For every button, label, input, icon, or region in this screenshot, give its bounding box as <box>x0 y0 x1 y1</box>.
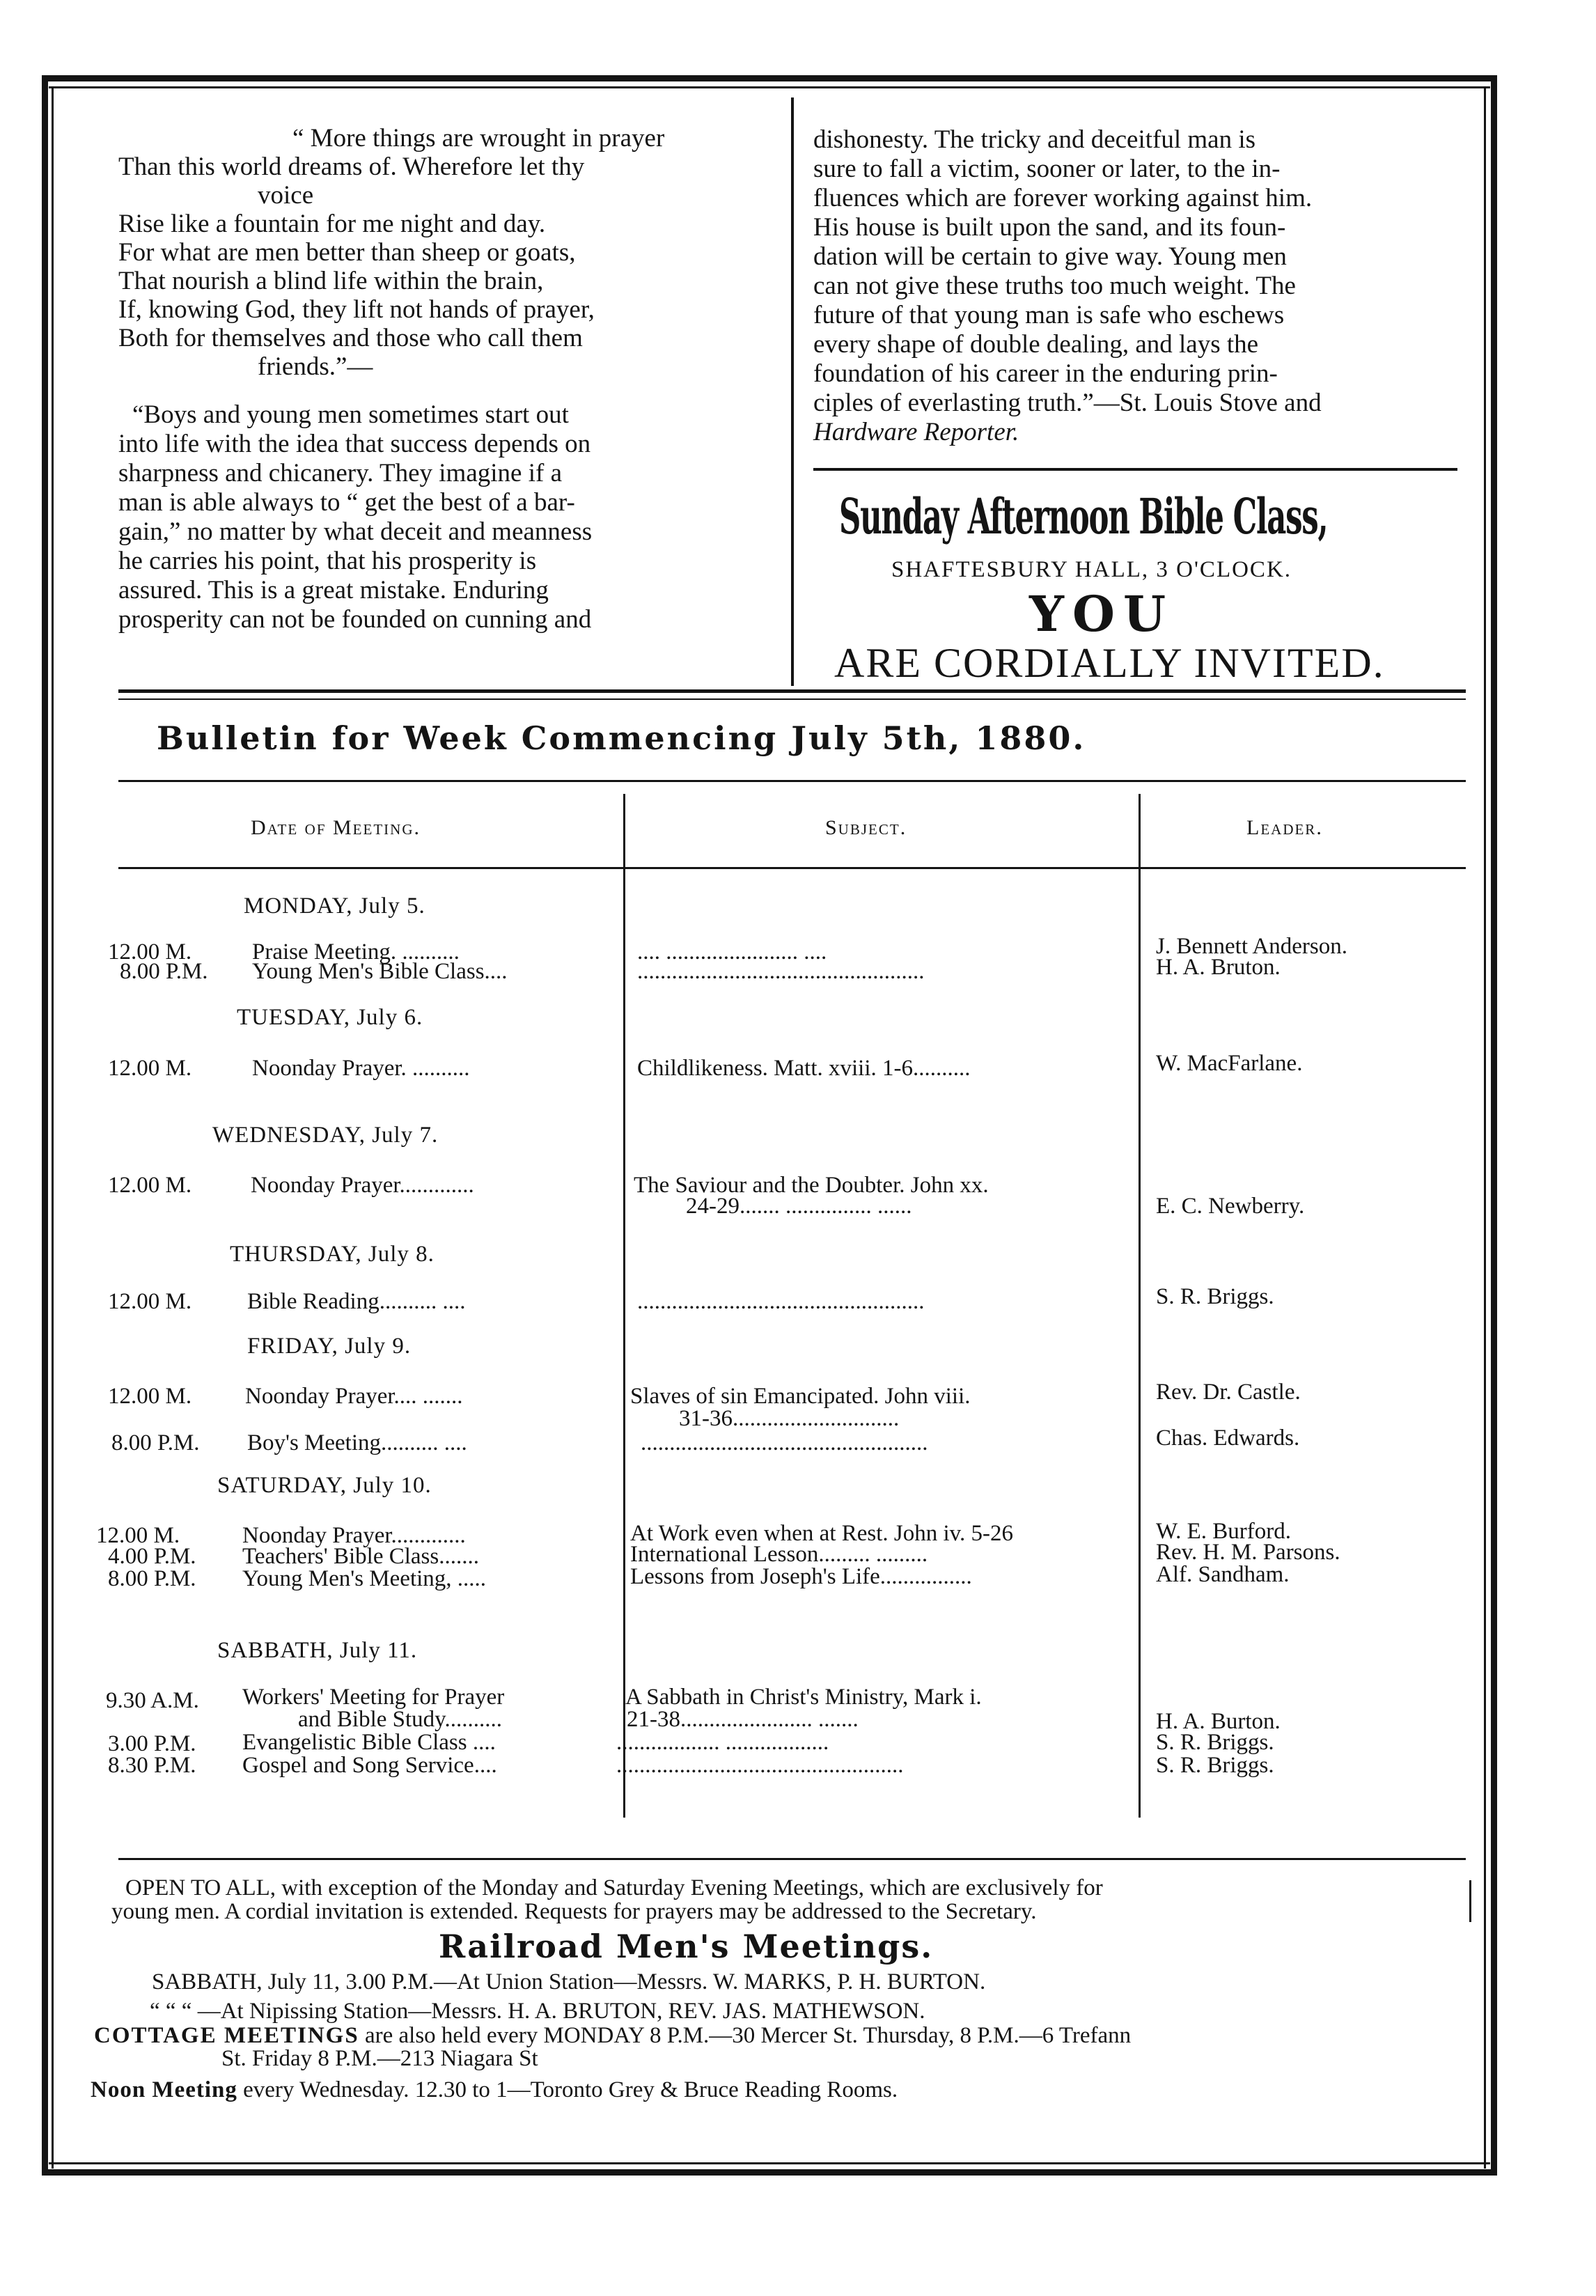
right-column <box>813 125 1461 447</box>
row-time: 8.00 P.M. <box>108 1566 196 1591</box>
row-subject: .... ....................... .... <box>637 939 827 965</box>
row-leader: W. MacFarlane. <box>1156 1051 1303 1076</box>
prose-line: assured. This is a great mistake. Enduring <box>118 576 549 604</box>
row-time: 12.00 M. <box>108 1173 192 1198</box>
railroad-line-1: SABBATH, July 11, 3.00 P.M.—At Union Station—Messrs. W. MARKS, P. H. BURTON. <box>152 1969 986 1994</box>
row-leader: E. C. Newberry. <box>1156 1194 1305 1219</box>
day-label-wednesday: WEDNESDAY, July 7. <box>212 1123 439 1148</box>
prose-line: fluences which are forever working against him. <box>813 184 1313 212</box>
row-subject: International Lesson......... ......... <box>630 1542 928 1567</box>
row-leader: Alf. Sandham. <box>1156 1562 1290 1587</box>
row-time: 12.00 M. <box>108 939 192 965</box>
prose-line: he carries his point, that his prosperity is <box>118 547 537 575</box>
cottage-line-2: St. Friday 8 P.M.—213 Niagara St <box>221 2046 538 2071</box>
cottage-line <box>94 2023 1131 2048</box>
prose-line: can not give these truths too much weight. The <box>813 272 1296 300</box>
row-leader: S. R. Briggs. <box>1156 1753 1274 1778</box>
row-meeting: and Bible Study.......... <box>298 1707 503 1732</box>
outer-border-top-inner <box>49 86 1490 88</box>
row-subject-cont: 24-29....... ............... ...... <box>686 1194 912 1219</box>
outer-border-left-inner <box>52 86 54 2169</box>
footer-side-rule <box>1469 1880 1471 1922</box>
noon-label: Noon Meeting <box>91 2077 237 2102</box>
bulletin-title-rule <box>118 780 1466 782</box>
row-meeting: Noonday Prayer.... ....... <box>245 1384 463 1409</box>
day-label-saturday: SATURDAY, July 10. <box>217 1473 432 1498</box>
row-meeting: Young Men's Bible Class.... <box>252 959 508 984</box>
outer-border-bottom-inner <box>49 2162 1490 2164</box>
row-subject: Lessons from Joseph's Life................ <box>630 1564 972 1589</box>
prose-line: His house is built upon the sand, and its foun- <box>813 213 1286 242</box>
railroad-title: Railroad Men's Meetings. <box>439 1928 934 1965</box>
row-leader: Chas. Edwards. <box>1156 1426 1300 1451</box>
prose-line: gain,” no matter by what deceit and meanness <box>118 517 593 546</box>
poem-line: That nourish a blind life within the brain, <box>118 267 544 295</box>
row-meeting: Workers' Meeting for Prayer <box>242 1685 505 1710</box>
day-label-thursday: THURSDAY, July 8. <box>230 1242 435 1267</box>
railroad-line-2: “ “ “ —At Nipissing Station—Messrs. H. A. BRUTON, REV. JAS. MATHEWSON. <box>150 1999 925 2024</box>
left-column <box>118 124 766 634</box>
ad-title: Sunday Afternoon Bible Class, <box>839 487 1328 545</box>
open-line-2: young men. A cordial invitation is extended. Requests for prayers may be addressed to the Secretary. <box>111 1899 1037 1924</box>
poem-line: voice <box>258 181 314 210</box>
row-leader: J. Bennett Anderson. <box>1156 934 1347 959</box>
section-rule-thick <box>118 689 1466 693</box>
outer-border-bottom <box>42 2169 1497 2176</box>
row-subject: A Sabbath in Christ's Ministry, Mark i. <box>625 1685 982 1710</box>
row-subject-cont: 31-36............................. <box>679 1406 900 1431</box>
ad-top-rule <box>813 468 1457 471</box>
row-subject: .................................................. <box>641 1430 928 1455</box>
row-meeting: Gospel and Song Service.... <box>242 1753 497 1778</box>
open-line-1: OPEN TO ALL, with exception of the Monday and Saturday Evening Meetings, which are exclusively for <box>125 1875 1103 1900</box>
poem <box>118 124 766 381</box>
poem-line: Rise like a fountain for me night and day. <box>118 210 546 238</box>
table-divider-1 <box>623 794 625 1818</box>
row-meeting: Noonday Prayer............. <box>242 1523 466 1548</box>
outer-border-right-inner <box>1484 86 1486 2169</box>
prose-line: man is able always to “ get the best of a bar- <box>118 488 575 517</box>
outer-border-top <box>42 75 1497 81</box>
row-leader: Rev. Dr. Castle. <box>1156 1380 1301 1405</box>
outer-border-right <box>1491 75 1497 2176</box>
row-meeting: Evangelistic Bible Class .... <box>242 1730 496 1755</box>
prose-line: “Boys and young men sometimes start out <box>132 400 569 429</box>
row-leader: S. R. Briggs. <box>1156 1284 1274 1309</box>
bulletin-title: Bulletin for Week Commencing July 5th, 1880. <box>157 719 1086 757</box>
row-time: 9.30 A.M. <box>106 1688 199 1713</box>
day-label-monday: MONDAY, July 5. <box>244 893 425 919</box>
row-subject: At Work even when at Rest. John iv. 5-26 <box>630 1521 1014 1546</box>
poem-line: “ More things are wrought in prayer <box>292 124 665 153</box>
poem-line: Than this world dreams of. Wherefore let thy <box>118 153 585 181</box>
row-subject: The Saviour and the Doubter. John xx. <box>634 1173 989 1198</box>
noon-text: every Wednesday. 12.30 to 1—Toronto Grey & Bruce Reading Rooms. <box>237 2077 898 2102</box>
header-leader: Leader. <box>1246 816 1323 839</box>
row-subject-cont: 21-38....................... ....... <box>627 1707 859 1732</box>
row-time: 12.00 M. <box>96 1523 180 1548</box>
poem-line: For what are men better than sheep or goats, <box>118 238 576 267</box>
row-subject: .................................................. <box>637 959 925 984</box>
row-meeting: Noonday Prayer. .......... <box>252 1056 470 1081</box>
prose-line: sharpness and chicanery. They imagine if a <box>118 459 562 487</box>
row-meeting: Praise Meeting. .......... <box>252 939 460 965</box>
prose-line: dishonesty. The tricky and deceitful man is <box>813 125 1256 154</box>
table-divider-2 <box>1139 794 1141 1818</box>
row-time: 8.00 P.M. <box>120 959 208 984</box>
poem-line: Both for themselves and those who call them <box>118 324 583 352</box>
poem-line: If, knowing God, they lift not hands of prayer, <box>118 295 595 324</box>
row-subject: Slaves of sin Emancipated. John viii. <box>630 1384 971 1409</box>
prose-line: into life with the idea that success depends on <box>118 430 591 458</box>
row-leader: H. A. Burton. <box>1156 1709 1281 1734</box>
left-prose <box>118 400 766 634</box>
row-meeting: Bible Reading.......... .... <box>247 1289 466 1314</box>
noon-line <box>91 2077 898 2102</box>
column-divider <box>791 97 794 686</box>
prose-line: foundation of his career in the enduring prin- <box>813 359 1278 388</box>
right-prose <box>813 125 1461 447</box>
row-time: 3.00 P.M. <box>108 1731 196 1756</box>
row-time: 8.00 P.M. <box>111 1430 200 1455</box>
day-label-sabbath: SABBATH, July 11. <box>217 1638 418 1663</box>
row-leader: S. R. Briggs. <box>1156 1730 1274 1755</box>
day-label-tuesday: TUESDAY, July 6. <box>237 1005 423 1030</box>
footer-rule <box>118 1858 1466 1860</box>
header-subject: Subject. <box>825 816 907 839</box>
cottage-label: COTTAGE MEETINGS <box>94 2023 359 2048</box>
row-time: 8.30 P.M. <box>108 1753 196 1778</box>
row-time: 4.00 P.M. <box>108 1544 196 1569</box>
prose-line: dation will be certain to give way. Young men <box>813 242 1287 271</box>
row-subject: Childlikeness. Matt. xviii. 1-6.......... <box>637 1056 971 1081</box>
row-meeting: Teachers' Bible Class....... <box>242 1544 479 1569</box>
row-meeting: Boy's Meeting.......... .... <box>247 1430 467 1455</box>
row-leader: Rev. H. M. Parsons. <box>1156 1540 1340 1565</box>
row-meeting: Noonday Prayer............. <box>251 1173 474 1198</box>
poem-line: friends.”— <box>258 352 373 381</box>
prose-line: sure to fall a victim, sooner or later, to the in- <box>813 155 1281 183</box>
row-time: 12.00 M. <box>108 1056 192 1081</box>
prose-line: ciples of everlasting truth.”—St. Louis Stove and <box>813 389 1322 417</box>
prose-line: prosperity can not be founded on cunning and <box>118 605 592 634</box>
prose-line: every shape of double dealing, and lays the <box>813 330 1259 359</box>
ad-you: YOU <box>1029 585 1174 643</box>
header-rule <box>118 867 1466 869</box>
row-meeting: Young Men's Meeting, ..... <box>242 1566 487 1591</box>
row-leader: W. E. Burford. <box>1156 1519 1292 1544</box>
ad-location: SHAFTESBURY HALL, 3 O'CLOCK. <box>891 557 1292 582</box>
cottage-text: are also held every MONDAY 8 P.M.—30 Mercer St. Thursday, 8 P.M.—6 Trefann <box>359 2023 1132 2048</box>
header-date: Date of Meeting. <box>251 816 421 839</box>
row-subject: .................................................. <box>637 1289 925 1314</box>
row-subject: .................. .................. <box>616 1730 829 1755</box>
day-label-friday: FRIDAY, July 9. <box>247 1334 412 1359</box>
row-time: 12.00 M. <box>108 1289 192 1314</box>
row-leader: H. A. Bruton. <box>1156 955 1281 980</box>
ad-invite: ARE CORDIALLY INVITED. <box>834 640 1385 686</box>
outer-border-left <box>42 75 48 2176</box>
row-time: 12.00 M. <box>108 1384 192 1409</box>
prose-line: future of that young man is safe who eschews <box>813 301 1285 329</box>
prose-line: Hardware Reporter. <box>813 418 1019 446</box>
row-subject: .................................................. <box>616 1753 904 1778</box>
section-rule-thin <box>118 698 1466 700</box>
